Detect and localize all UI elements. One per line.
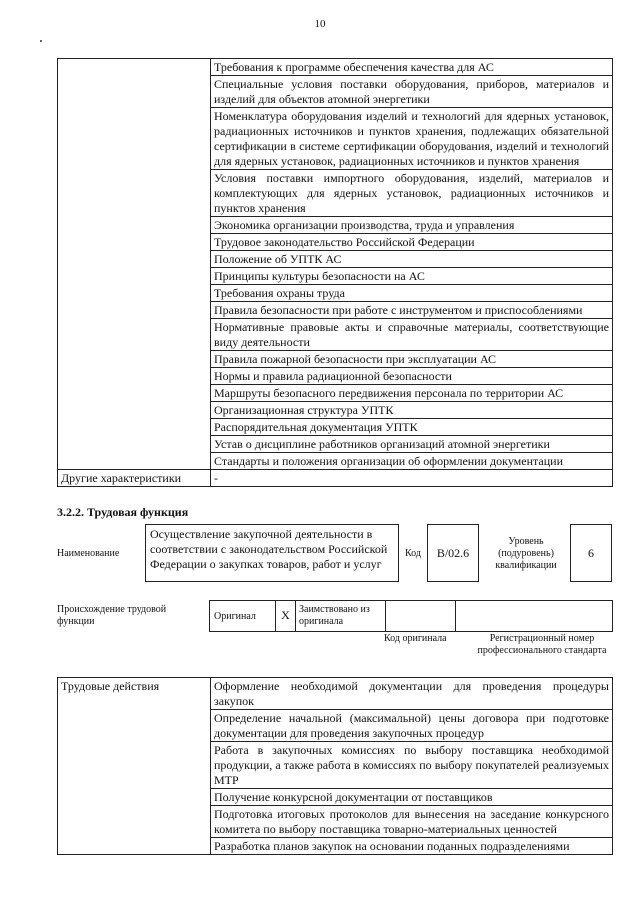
code-original-cell (386, 601, 456, 631)
knowledge-item: Экономика организации производства, труда и управления (211, 217, 613, 234)
knowledge-item: Номенклатура оборудования изделий и технологий для ядерных установок, радиационных источников и пунктов хранения, подлежащих обязательной сертификации в системе сертификации оборудования, изделий и технологий для ядерных установок, радиационных источников и пунктов хранения (211, 108, 613, 170)
table-row (58, 678, 613, 710)
knowledge-item: Требования охраны труда (211, 285, 613, 302)
labor-actions-label: Трудовые действия (58, 678, 211, 855)
knowledge-table (57, 58, 613, 487)
knowledge-item: Устав о дисциплине работников организаций атомной энергетики (211, 436, 613, 453)
original-mark: X (276, 601, 296, 631)
original-label: Оригинал (210, 601, 276, 631)
knowledge-item: Нормативные правовые акты и справочные материалы, соответствующие виду деятельности (211, 319, 613, 351)
knowledge-item: Правила пожарной безопасности при эксплуатации АС (211, 351, 613, 368)
labor-action-item: Разработка планов закупок на основании поданных подразделениями (211, 838, 613, 855)
code-label: Код (405, 548, 421, 559)
code-original-label: Код оригинала (384, 633, 447, 644)
page-number: 10 (314, 18, 326, 30)
borrowed-label: Заимствовано из оригинала (296, 601, 386, 631)
level-box (570, 524, 612, 582)
knowledge-item: Условия поставки импортного оборудования, изделий, материалов и комплектующих для ядерных установок, радиационных источников и пунктов хранения (211, 170, 613, 217)
knowledge-item: Правила безопасности при работе с инструментом и приспособлениями (211, 302, 613, 319)
knowledge-item: Положение об УПТК АС (211, 251, 613, 268)
section-title: 3.2.2. Трудовая функция (57, 505, 189, 519)
name-label: Наименование (57, 548, 120, 559)
knowledge-item: Нормы и правила радиационной безопасности (211, 368, 613, 385)
knowledge-item: Требования к программе обеспечения качества для АС (211, 59, 613, 76)
function-name-value: Осуществление закупочной деятельности в соответствии с законодательством Российской Федерации о закупках товаров, работ и услуг (150, 527, 388, 571)
level-value: 6 (588, 545, 594, 560)
table-row (58, 59, 613, 76)
knowledge-item: Маршруты безопасного передвижения персонала по территории АС (211, 385, 613, 402)
table-row (58, 470, 613, 487)
label-cell-empty (58, 59, 211, 470)
labor-action-item: Подготовка итоговых протоколов для вынесения на заседание конкурсного комитета по выбору поставщика товарно-материальных ценностей (211, 806, 613, 838)
knowledge-item: Организационная структура УПТК (211, 402, 613, 419)
code-box (427, 524, 479, 582)
knowledge-item: Трудовое законодательство Российской Федерации (211, 234, 613, 251)
labor-actions-table (57, 677, 613, 855)
labor-action-item: Получение конкурсной документации от поставщиков (211, 789, 613, 806)
knowledge-item: Распорядительная документация УПТК (211, 419, 613, 436)
origin-label: Происхождение трудовой функции (57, 604, 167, 627)
other-characteristics-label: Другие характеристики (58, 470, 211, 487)
knowledge-item: Принципы культуры безопасности на АС (211, 268, 613, 285)
origin-row (209, 600, 613, 632)
reg-number-cell (456, 601, 612, 631)
labor-action-item: Определение начальной (максимальной) цены договора при подготовке документации для проведения закупочных процедур (211, 710, 613, 742)
level-label: Уровень (подуровень) квалификации (495, 536, 557, 571)
labor-action-item: Оформление необходимой документации для проведения процедуры закупок (211, 678, 613, 710)
scan-dot (40, 40, 42, 42)
reg-number-label: Регистрационный номер профессионального стандарта (477, 633, 607, 656)
knowledge-item: Стандарты и положения организации об оформлении документации (211, 453, 613, 470)
other-characteristics-value: - (211, 470, 613, 487)
knowledge-item: Специальные условия поставки оборудования, приборов, материалов и изделий для объектов атомной энергетики (211, 76, 613, 108)
labor-action-item: Работа в закупочных комиссиях по выбору поставщика необходимой продукции, а также работа в комиссиях по выбору покупателей реализуемых МТР (211, 742, 613, 789)
function-name-box (145, 524, 399, 582)
code-value: B/02.6 (436, 545, 470, 560)
